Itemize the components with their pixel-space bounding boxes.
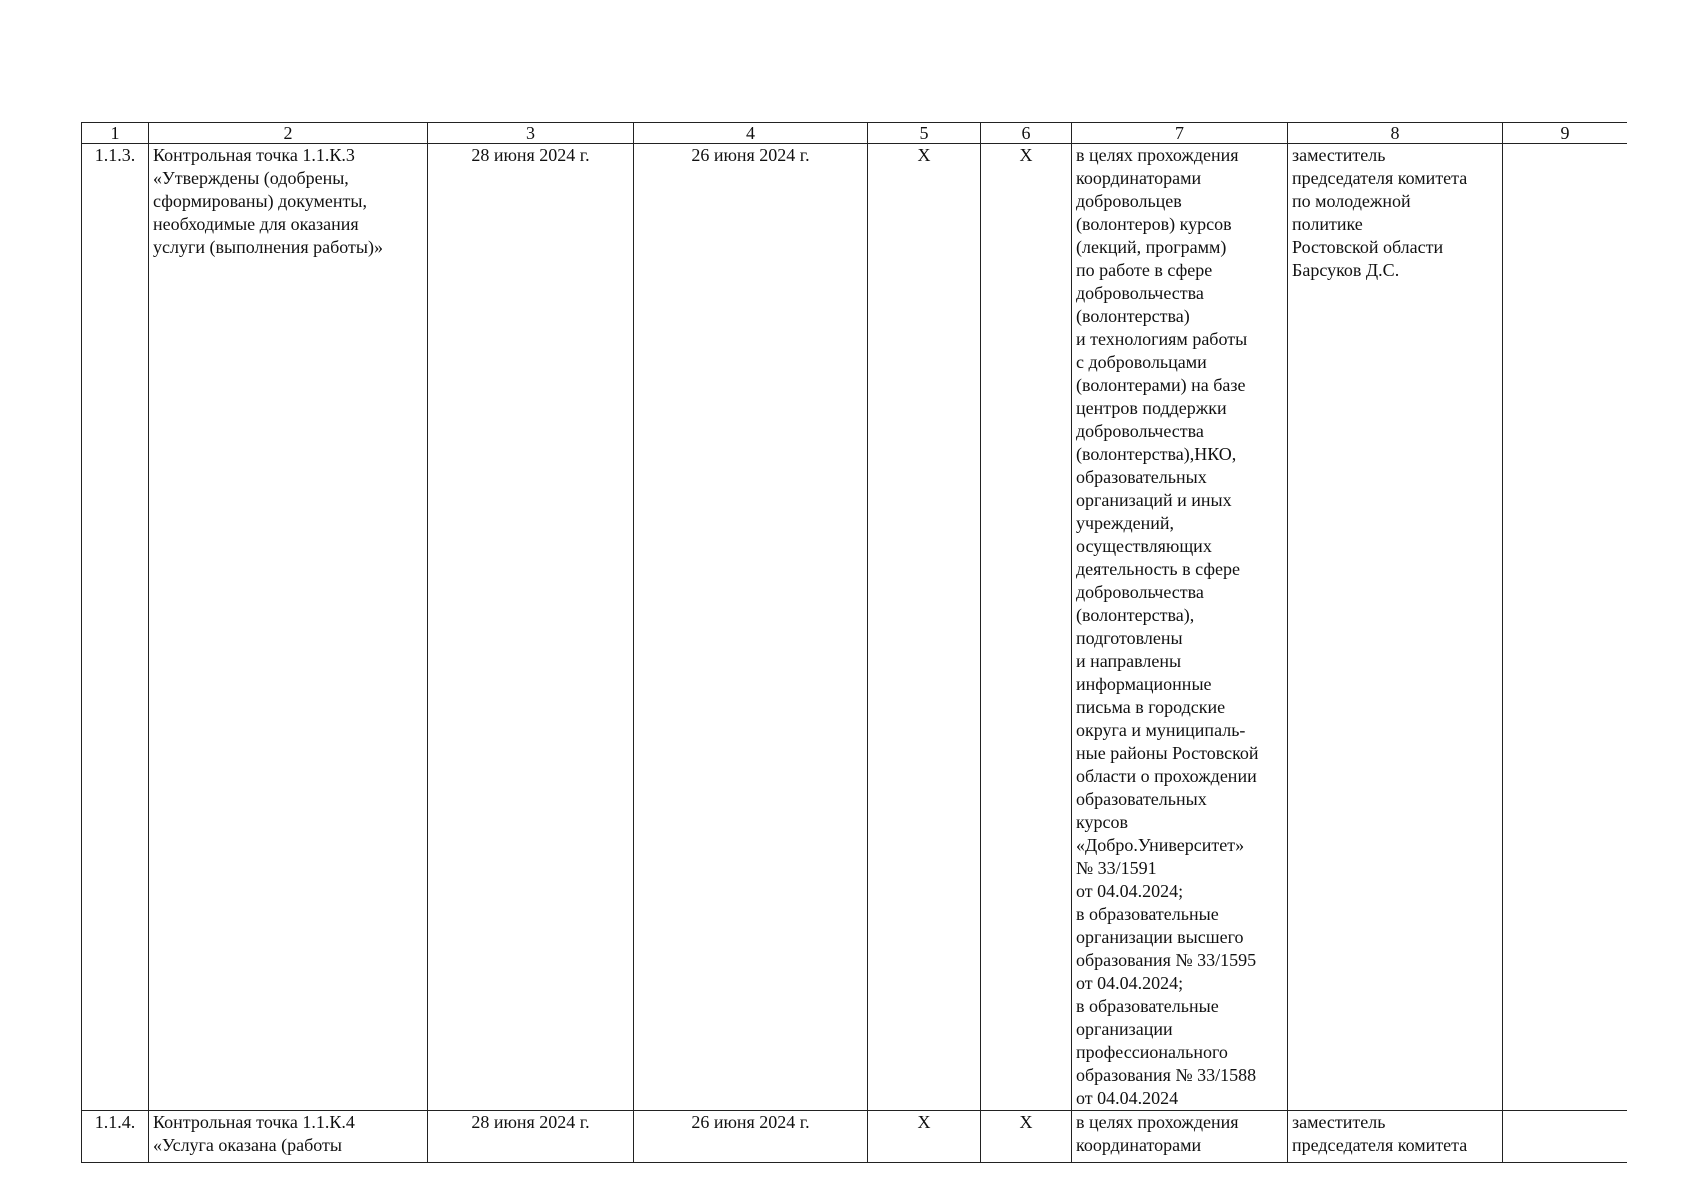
- column-9-value: [1503, 1111, 1628, 1164]
- column-header-3: 3: [428, 123, 634, 144]
- table-row: [82, 1111, 1628, 1164]
- text-line: с добровольцами: [1076, 352, 1207, 372]
- result-description: [1072, 144, 1288, 1111]
- column-header-4: 4: [634, 123, 868, 144]
- column-header-9: 9: [1503, 123, 1628, 144]
- text-line: деятельность в сфере: [1076, 559, 1240, 579]
- text-line: услуги (выполнения работы)»: [153, 237, 383, 257]
- text-line: и технологиям работы: [1076, 329, 1248, 349]
- column-header-7: 7: [1072, 123, 1288, 144]
- text-line: организации: [1076, 1019, 1173, 1039]
- text-line: добровольчества: [1076, 582, 1204, 602]
- text-line: образования № 33/1588: [1076, 1065, 1257, 1085]
- text-line: Контрольная точка 1.1.К.4: [153, 1112, 355, 1132]
- control-points-table: [81, 122, 1627, 1163]
- planned-date: 28 июня 2024 г.: [428, 144, 634, 1111]
- planned-date: 28 июня 2024 г.: [428, 1111, 634, 1164]
- text-line: координаторами: [1076, 168, 1202, 188]
- text-line: от 04.04.2024;: [1076, 973, 1184, 993]
- control-point-name: [149, 144, 428, 1111]
- text-line: (волонтерства),: [1076, 605, 1195, 625]
- header-row: [82, 123, 1628, 144]
- column-9-value: [1503, 144, 1628, 1111]
- text-line: координаторами: [1076, 1135, 1202, 1155]
- table-row: [82, 144, 1628, 1111]
- table-viewport: [81, 122, 1627, 1163]
- responsible-person: [1288, 1111, 1503, 1164]
- text-line: осуществляющих: [1076, 536, 1212, 556]
- text-line: учреждений,: [1076, 513, 1175, 533]
- text-line: (волонтеров) курсов: [1076, 214, 1232, 234]
- text-line: в целях прохождения: [1076, 145, 1239, 165]
- text-line: «Утверждены (одобрены,: [153, 168, 349, 188]
- result-description: [1072, 1111, 1288, 1164]
- text-line: организации высшего: [1076, 927, 1244, 947]
- text-line: сформированы) документы,: [153, 191, 367, 211]
- responsible-person: [1288, 144, 1503, 1111]
- text-line: образования № 33/1595: [1076, 950, 1257, 970]
- text-line: в целях прохождения: [1076, 1112, 1239, 1132]
- text-line: в образовательные: [1076, 996, 1219, 1016]
- text-line: образовательных: [1076, 467, 1207, 487]
- text-line: «Добро.Университет»: [1076, 835, 1245, 855]
- text-line: добровольцев: [1076, 191, 1182, 211]
- text-line: председателя комитета: [1292, 168, 1468, 188]
- text-line: № 33/1591: [1076, 858, 1157, 878]
- text-line: председателя комитета: [1292, 1135, 1468, 1155]
- text-line: области о прохождении: [1076, 766, 1257, 786]
- text-line: образовательных: [1076, 789, 1207, 809]
- column-header-1: 1: [82, 123, 149, 144]
- actual-date: 26 июня 2024 г.: [634, 144, 868, 1111]
- text-line: и направлены: [1076, 651, 1182, 671]
- text-line: по работе в сфере: [1076, 260, 1213, 280]
- text-line: (волонтерства),НКО,: [1076, 444, 1237, 464]
- text-line: «Услуга оказана (работы: [153, 1135, 342, 1155]
- text-line: Контрольная точка 1.1.К.3: [153, 145, 355, 165]
- text-line: необходимые для оказания: [153, 214, 359, 234]
- text-line: по молодежной: [1292, 191, 1411, 211]
- text-line: от 04.04.2024: [1076, 1088, 1179, 1108]
- text-line: курсов: [1076, 812, 1128, 832]
- actual-date: 26 июня 2024 г.: [634, 1111, 868, 1164]
- text-line: письма в городские: [1076, 697, 1226, 717]
- column-header-5: 5: [868, 123, 981, 144]
- text-line: (лекций, программ): [1076, 237, 1227, 257]
- text-line: Ростовской области: [1292, 237, 1444, 257]
- text-line: политике: [1292, 214, 1363, 234]
- column-header-8: 8: [1288, 123, 1503, 144]
- text-line: организаций и иных: [1076, 490, 1232, 510]
- control-point-name: [149, 1111, 428, 1164]
- row-number: 1.1.4.: [82, 1111, 149, 1164]
- text-line: центров поддержки: [1076, 398, 1227, 418]
- text-line: ные районы Ростовской: [1076, 743, 1259, 763]
- text-line: заместитель: [1292, 1112, 1386, 1132]
- column-5-value: Х: [868, 144, 981, 1111]
- text-line: Барсуков Д.С.: [1292, 260, 1400, 280]
- text-line: информационные: [1076, 674, 1212, 694]
- column-6-value: Х: [981, 1111, 1072, 1164]
- column-header-6: 6: [981, 123, 1072, 144]
- text-line: подготовлены: [1076, 628, 1183, 648]
- text-line: заместитель: [1292, 145, 1386, 165]
- text-line: профессионального: [1076, 1042, 1228, 1062]
- text-line: (волонтерства): [1076, 306, 1190, 326]
- row-number: 1.1.3.: [82, 144, 149, 1111]
- text-line: округа и муниципаль-: [1076, 720, 1246, 740]
- text-line: от 04.04.2024;: [1076, 881, 1184, 901]
- text-line: в образовательные: [1076, 904, 1219, 924]
- text-line: (волонтерами) на базе: [1076, 375, 1246, 395]
- text-line: добровольчества: [1076, 283, 1204, 303]
- column-header-2: 2: [149, 123, 428, 144]
- column-5-value: Х: [868, 1111, 981, 1164]
- column-6-value: Х: [981, 144, 1072, 1111]
- text-line: добровольчества: [1076, 421, 1204, 441]
